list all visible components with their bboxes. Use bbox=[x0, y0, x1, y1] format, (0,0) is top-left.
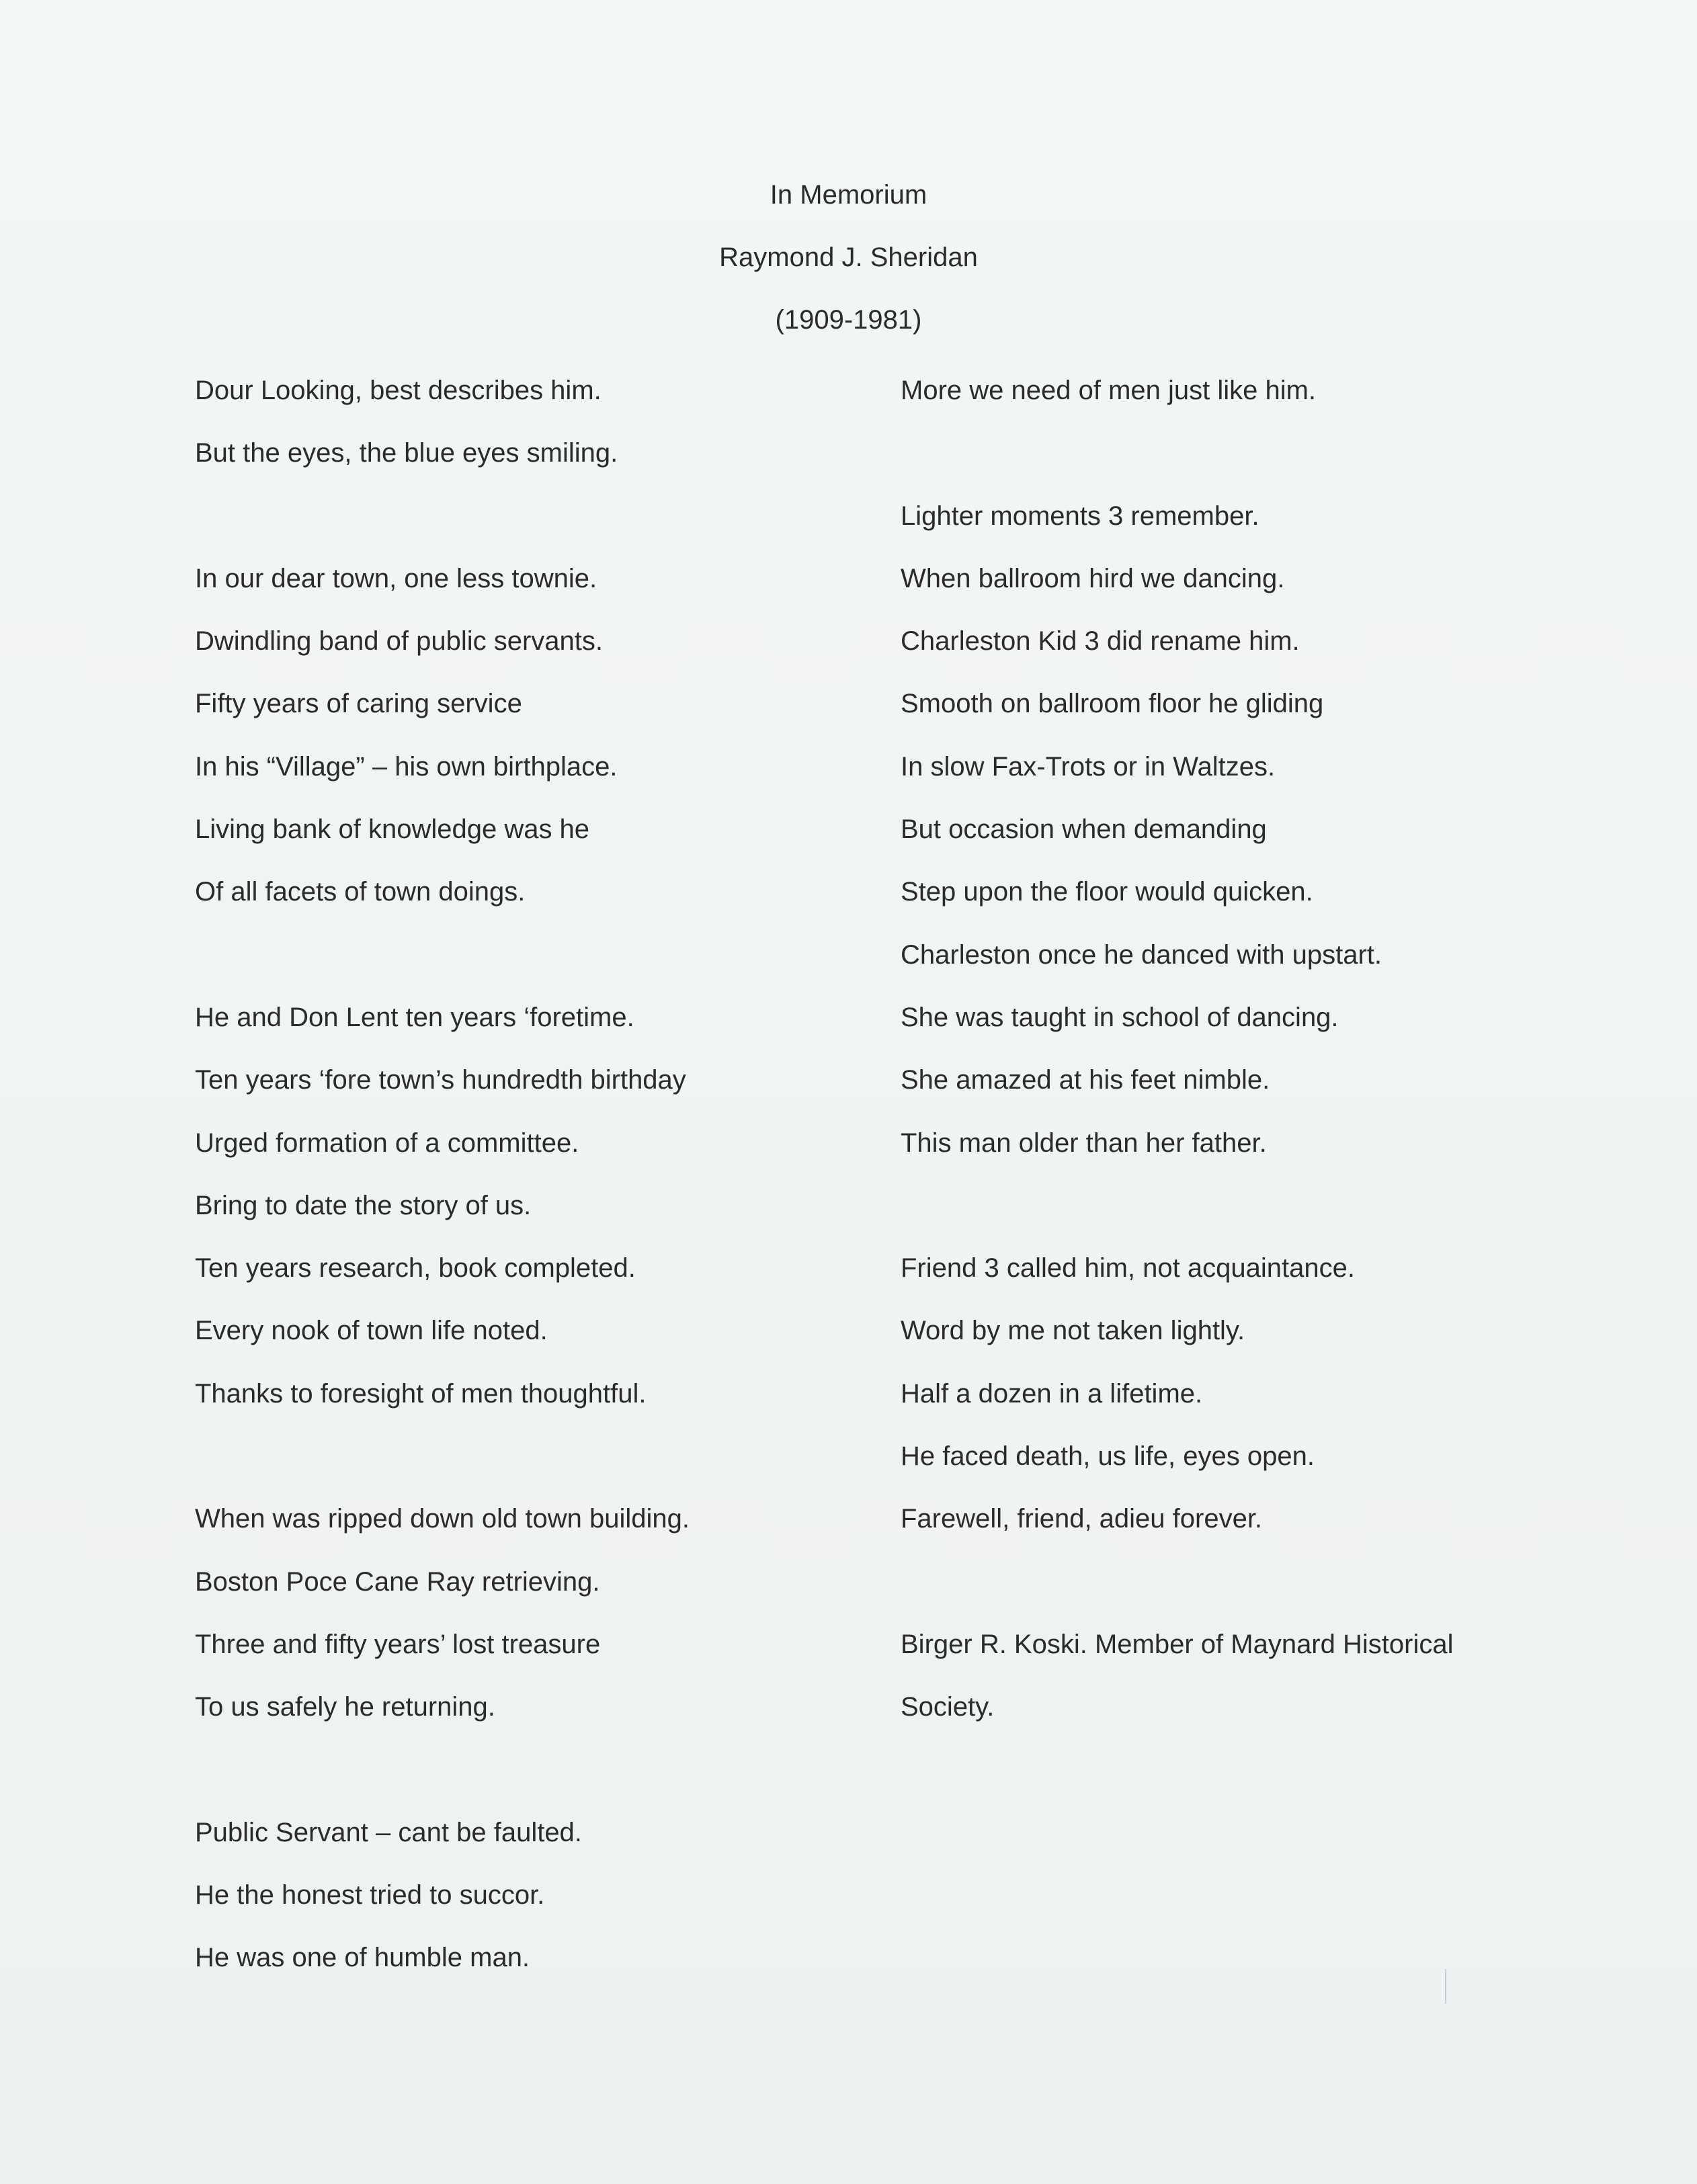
verse-line: Urged formation of a committee. bbox=[195, 1128, 579, 1158]
verse-line: Charleston once he danced with upstart. bbox=[901, 939, 1382, 970]
stanza bbox=[195, 1802, 867, 1990]
verse-line: She was taught in school of dancing. bbox=[901, 1002, 1339, 1032]
verse-line: But the eyes, the blue eyes smiling. bbox=[195, 438, 618, 468]
verse-line: Lighter moments 3 remember. bbox=[901, 501, 1259, 531]
verse-line: Three and fifty years’ lost treasure bbox=[195, 1629, 601, 1659]
verse-line: Friend 3 called him, not acquaintance. bbox=[901, 1253, 1355, 1284]
verse-line: Thanks to foresight of men thoughtful. bbox=[195, 1378, 647, 1409]
verse-line: She amazed at his feet nimble. bbox=[901, 1065, 1270, 1095]
verse-line: Farewell, friend, adieu forever. bbox=[901, 1504, 1263, 1534]
right-column bbox=[901, 360, 1573, 1739]
verse-line: Smooth on ballroom floor he gliding bbox=[901, 689, 1324, 719]
verse-line: Living bank of knowledge was he bbox=[195, 814, 590, 845]
stanza bbox=[901, 485, 1573, 1175]
verse-line: He the honest tried to succor. bbox=[195, 1880, 545, 1910]
poem-title: In Memorium bbox=[770, 180, 927, 210]
author-line: Birger R. Koski. Member of Maynard Historical bbox=[901, 1629, 1454, 1659]
verse-line: Every nook of town life noted. bbox=[195, 1316, 548, 1346]
verse-line: In our dear town, one less townie. bbox=[195, 563, 597, 593]
pencil-mark bbox=[1445, 1969, 1446, 2004]
author-credit bbox=[901, 1613, 1573, 1739]
verse-line: Ten years research, book completed. bbox=[195, 1253, 636, 1284]
left-column bbox=[195, 360, 867, 1990]
verse-line: This man older than her father. bbox=[901, 1128, 1267, 1158]
verse-line: He and Don Lent ten years ‘foretime. bbox=[195, 1002, 634, 1032]
verse-line: Half a dozen in a lifetime. bbox=[901, 1378, 1203, 1409]
verse-line: To us safely he returning. bbox=[195, 1692, 495, 1722]
verse-line: More we need of men just like him. bbox=[901, 376, 1317, 405]
verse-line: Bring to date the story of us. bbox=[195, 1190, 532, 1220]
verse-line: In slow Fax-Trots or in Waltzes. bbox=[901, 751, 1276, 782]
stanza bbox=[195, 548, 867, 924]
stanza bbox=[195, 986, 867, 1425]
verse-line: In his “Village” – his own birthplace. bbox=[195, 751, 618, 782]
poem-header bbox=[0, 173, 1697, 361]
verse-line: Dour Looking, best describes him. bbox=[195, 376, 602, 405]
subject-dates: (1909-1981) bbox=[775, 305, 922, 335]
verse-line: When ballroom hird we dancing. bbox=[901, 563, 1285, 593]
author-line: Society. bbox=[901, 1692, 995, 1722]
verse-line: Fifty years of caring service bbox=[195, 689, 522, 719]
stanza bbox=[195, 360, 867, 485]
verse-line: He was one of humble man. bbox=[195, 1943, 530, 1973]
stanza bbox=[901, 360, 1573, 422]
stanza bbox=[901, 1237, 1573, 1550]
verse-line: Word by me not taken lightly. bbox=[901, 1316, 1245, 1346]
verse-line: He faced death, us life, eyes open. bbox=[901, 1441, 1315, 1472]
verse-line: When was ripped down old town building. bbox=[195, 1504, 690, 1534]
verse-line: But occasion when demanding bbox=[901, 814, 1267, 845]
verse-line: Ten years ‘fore town’s hundredth birthday bbox=[195, 1065, 686, 1095]
verse-line: Public Servant – cant be faulted. bbox=[195, 1817, 582, 1847]
verse-line: Of all facets of town doings. bbox=[195, 877, 526, 907]
verse-line: Charleston Kid 3 did rename him. bbox=[901, 626, 1300, 657]
stanza bbox=[195, 1488, 867, 1738]
verse-line: Dwindling band of public servants. bbox=[195, 626, 604, 657]
subject-name: Raymond J. Sheridan bbox=[719, 243, 978, 272]
verse-line: Step upon the floor would quicken. bbox=[901, 877, 1313, 907]
verse-line: Boston Poce Cane Ray retrieving. bbox=[195, 1566, 600, 1597]
